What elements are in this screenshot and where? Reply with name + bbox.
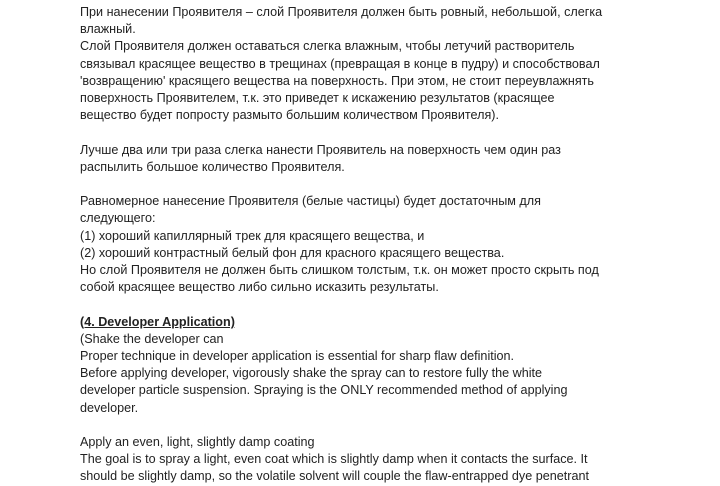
text-line: Proper technique in developer application is essential for sharp flaw definition. — [80, 349, 515, 364]
text-line: (1) хороший капиллярный трек для красящего вещества, и — [80, 228, 425, 243]
text-line: распылить большое количество Проявителя. — [80, 159, 345, 174]
paragraph-spacer — [80, 417, 680, 434]
paragraph-spacer — [80, 176, 680, 193]
text-line: (2) хороший контрастный белый фон для красного красящего вещества. — [80, 245, 505, 260]
text-line: should be slightly damp, so the volatile solvent will couple the flaw-entrapped dye penetrant — [80, 469, 589, 484]
text-line: developer. — [80, 400, 139, 415]
text-line: Apply an even, light, slightly damp coating — [80, 435, 315, 450]
ru-paragraph-1 — [80, 4, 680, 124]
en-paragraph-2 — [80, 434, 680, 486]
section-heading: (4. Developer Application) — [80, 314, 235, 329]
text-line: Но слой Проявителя не должен быть слишком толстым, т.к. он может просто скрыть под — [80, 263, 599, 278]
text-line: связывал красящее вещество в трещинах (превращая в конце в пудру) и способствовал — [80, 56, 600, 71]
text-line: поверхность Проявителем, т.к. это приведет к искажению результатов (красящее — [80, 91, 555, 106]
ru-paragraph-3 — [80, 193, 680, 296]
text-line: При нанесении Проявителя – слой Проявителя должен быть ровный, небольшой, слегка — [80, 5, 603, 19]
text-line: Равномерное нанесение Проявителя (белые частицы) будет достаточным для — [80, 194, 541, 209]
paragraph-spacer — [80, 296, 680, 313]
text-line: 'возвращению' красящего вещества на поверхность. При этом, не стоит переувлажнять — [80, 73, 594, 88]
text-line: (Shake the developer can — [80, 331, 224, 346]
text-line: The goal is to spray a light, even coat which is slightly damp when it contacts the surface. It — [80, 452, 588, 467]
text-line: вещество будет попросту размыто большим количеством Проявителя). — [80, 108, 499, 123]
text-line: Лучше два или три раза слегка нанести Проявитель на поверхность чем один раз — [80, 142, 561, 157]
text-line: следующего: — [80, 211, 156, 226]
text-line: developer particle suspension. Spraying is the ONLY recommended method of applying — [80, 383, 568, 398]
ru-paragraph-2 — [80, 142, 680, 176]
text-line: Before applying developer, vigorously shake the spray can to restore fully the white — [80, 366, 543, 381]
paragraph-spacer — [80, 124, 680, 141]
en-section — [80, 314, 680, 417]
text-line: собой красящее вещество либо сильно исказить результаты. — [80, 280, 439, 295]
text-line: Слой Проявителя должен оставаться слегка влажным, чтобы летучий растворитель — [80, 39, 575, 54]
text-line: влажный. — [80, 22, 136, 37]
